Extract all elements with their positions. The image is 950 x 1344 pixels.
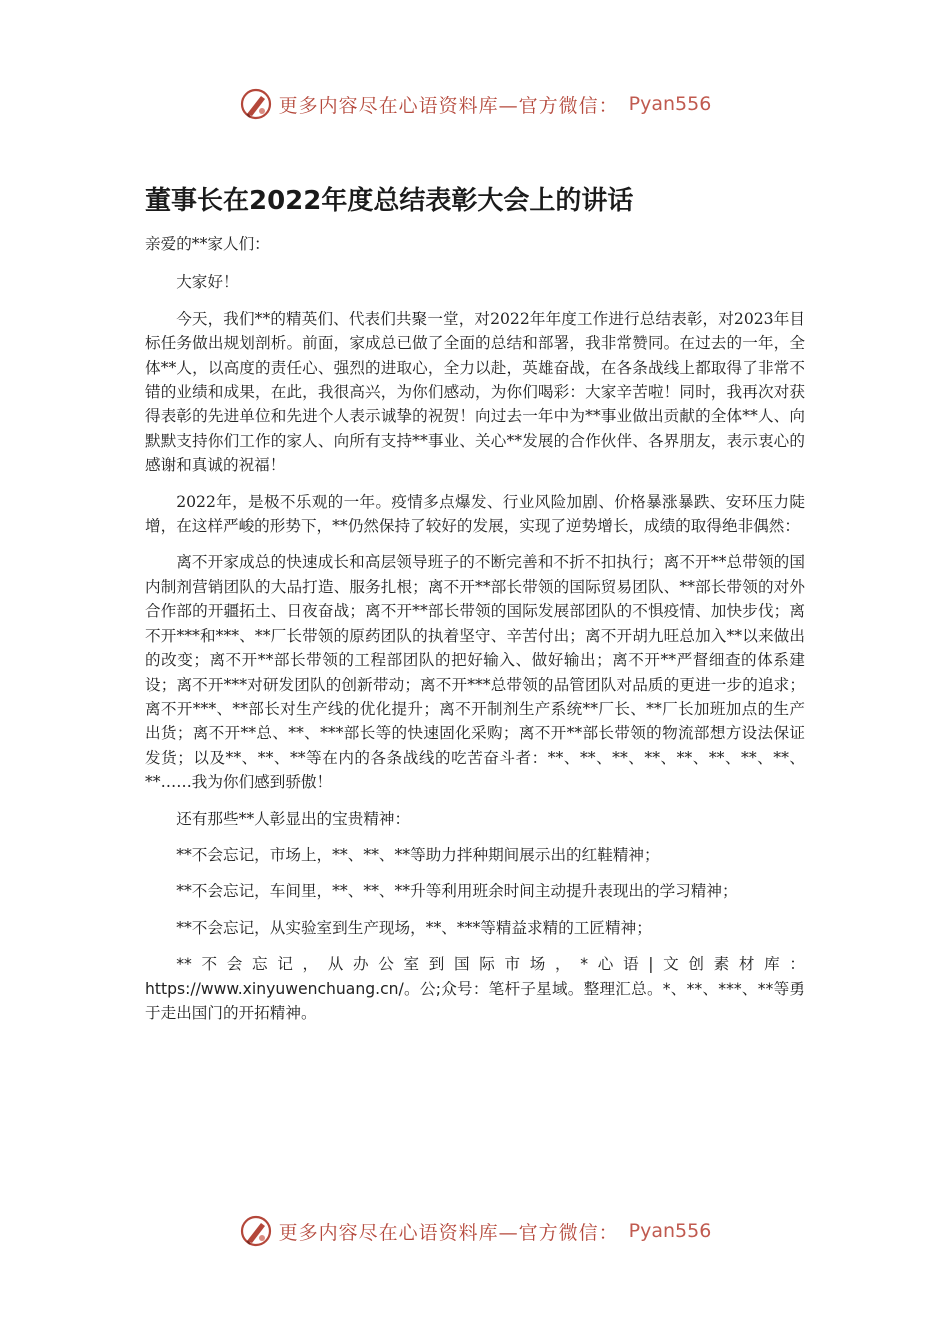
document-body xyxy=(145,232,805,1037)
paragraph-spirit-international: **不会忘记，从办公室到国际市场，*心语|文创素材库：https://www.xinyuwenchuang.cn/。公;众号：笔杆子星域。整理汇总。*、**、***、**等勇于走出国门的开拓精神。 xyxy=(145,955,805,1022)
header-banner-wechat: Pyan556 xyxy=(628,93,712,115)
greeting: 大家好！ xyxy=(176,273,239,292)
pen-logo-icon xyxy=(239,87,273,121)
salutation: 亲爱的**家人们： xyxy=(145,235,270,253)
pen-logo-icon xyxy=(239,1214,273,1248)
header-banner xyxy=(0,84,950,124)
paragraph-spirit-market: **不会忘记，市场上，**、**、**等助力拌种期间展示出的红鞋精神； xyxy=(176,845,660,864)
paragraph-spirit-intro: 还有那些**人彰显出的宝贵精神： xyxy=(176,809,411,828)
footer-banner-inner xyxy=(239,1214,712,1248)
paragraph-2022: 2022年，是极不乐观的一年。疫情多点爆发、行业风险加剧、价格暴涨暴跌、安环压力陡增，在这样严峻的形势下，**仍然保持了较好的发展，实现了逆势增长，成绩的取得绝非偶然： xyxy=(145,492,805,536)
header-banner-inner xyxy=(239,87,712,121)
footer-banner xyxy=(0,1211,950,1251)
paragraph-spirit-lab: **不会忘记，从实验室到生产现场，**、***等精益求精的工匠精神； xyxy=(176,918,652,937)
footer-banner-wechat: Pyan556 xyxy=(628,1220,712,1242)
footer-banner-text: 更多内容尽在心语资料库—官方微信： xyxy=(278,1221,619,1244)
paragraph-thanks-list: 离不开家成总的快速成长和高层领导班子的不断完善和不折不扣执行；离不开**总带领的国内制剂营销团队的大品打造、服务扎根；离不开**部长带领的国际贸易团队、**部长带领的对外合作部的开疆拓土、日夜奋战；离不开**部长带领的国际发展部团队的不惧疫情、加快步伐；离不开***和***、**厂长带领的原药团队的执着坚守、辛苦付出；离不开胡九旺总加入**以来做出的改变；离不开**部长带领的工程部团队的把好输入、做好输出；离不开**严督细查的体系建设；离不开***对研发团队的创新带动；离不开***总带领的品管团队对品质的更进一步的追求；离不开***、**部长对生产线的优化提升；离不开制剂生产系统**厂长、**厂长加班加点的生产出货；离不开**总、**、***部长等的快速固化采购；离不开**部长带领的物流部想方设法保证发货；以及**、**、**等在内的各条战线的吃苦奋斗者：**、**、**、**、**、**、**、**、**……我为你们感到骄傲！ xyxy=(145,553,805,792)
header-banner-text: 更多内容尽在心语资料库—官方微信： xyxy=(278,94,619,117)
page-title: 董事长在2022年度总结表彰大会上的讲话 xyxy=(145,186,634,216)
paragraph-spirit-workshop: **不会忘记，车间里，**、**、**升等利用班余时间主动提升表现出的学习精神； xyxy=(176,882,738,901)
paragraph-opening: 今天，我们**的精英们、代表们共聚一堂，对2022年年度工作进行总结表彰，对2023年目标任务做出规划剖析。前面，家成总已做了全面的总结和部署，我非常赞同。在过去的一年，全体**人，以高度的责任心、强烈的进取心，全力以赴，英雄奋战，在各条战线上都取得了非常不错的业绩和成果，在此，我很高兴，为你们感动，为你们喝彩：大家辛苦啦！同时，我再次对获得表彰的先进单位和先进个人表示诚挚的祝贺！向过去一年中为**事业做出贡献的全体**人、向默默支持你们工作的家人、向所有支持**事业、关心**发展的合作伙伴、各界朋友，表示衷心的感谢和真诚的祝福！ xyxy=(145,309,805,475)
